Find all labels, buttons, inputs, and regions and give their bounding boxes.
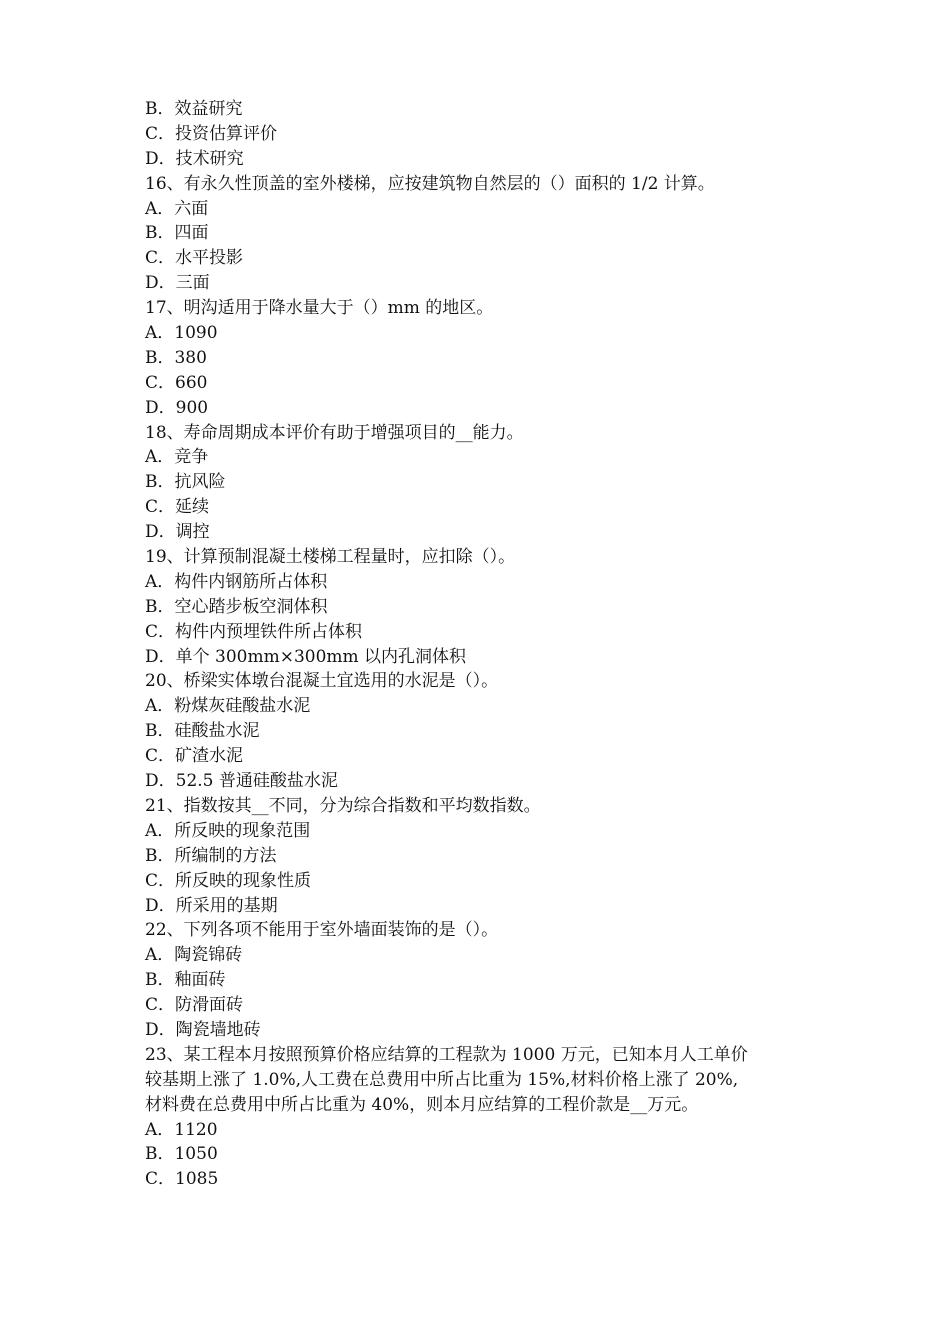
question-text: 22、下列各项不能用于室外墙面装饰的是（）。 — [145, 920, 499, 941]
option-text: D．所采用的基期 — [145, 895, 278, 916]
option-text: A．1090 — [145, 323, 218, 344]
option-text: A．六面 — [145, 198, 209, 219]
option-text: D．技术研究 — [145, 148, 244, 169]
question-text: 23、某工程本月按照预算价格应结算的工程款为 1000 万元，已知本月人工单价 — [145, 1044, 748, 1065]
option-text: A．陶瓷锦砖 — [145, 945, 243, 966]
question-text: 较基期上涨了 1.0%,人工费在总费用中所占比重为 15%,材料价格上涨了 20%, — [145, 1069, 739, 1090]
option-text: C．投资估算评价 — [145, 123, 278, 144]
question-text: 18、寿命周期成本评价有助于增强项目的__能力。 — [145, 422, 524, 443]
option-text: A．所反映的现象范围 — [145, 820, 311, 841]
option-text: D．52.5 普通硅酸盐水泥 — [145, 771, 338, 792]
question-text: 20、桥梁实体墩台混凝土宜选用的水泥是（）。 — [145, 671, 499, 692]
option-text: C．构件内预埋铁件所占体积 — [145, 621, 363, 642]
option-text: B．效益研究 — [145, 99, 243, 119]
question-20 — [145, 669, 825, 793]
question-17 — [145, 296, 825, 420]
question-16 — [145, 172, 825, 296]
option-text: D．三面 — [145, 273, 210, 294]
question-text: 16、有永久性顶盖的室外楼梯，应按建筑物自然层的（）面积的 1/2 计算。 — [145, 173, 715, 194]
option-text: A．1120 — [145, 1119, 218, 1140]
option-text: B．抗风险 — [145, 472, 226, 493]
option-text: D．900 — [145, 397, 209, 418]
leading-options — [145, 97, 825, 172]
question-text: 21、指数按其__不同，分为综合指数和平均数指数。 — [145, 795, 541, 816]
option-text: C．所反映的现象性质 — [145, 870, 312, 891]
question-text: 材料费在总费用中所占比重为 40%，则本月应结算的工程价款是__万元。 — [145, 1094, 699, 1115]
option-text: A．构件内钢筋所占体积 — [145, 571, 328, 592]
option-text: C．延续 — [145, 497, 210, 518]
question-22 — [145, 918, 825, 1042]
question-21 — [145, 794, 825, 918]
question-23 — [145, 1043, 825, 1192]
option-text: B．380 — [145, 347, 207, 368]
document-page — [145, 97, 825, 1192]
question-text: 17、明沟适用于降水量大于（）mm 的地区。 — [145, 298, 494, 319]
option-text: C．660 — [145, 372, 208, 393]
option-text: C．1085 — [145, 1169, 219, 1190]
option-text: C．水平投影 — [145, 248, 244, 269]
option-text: B．四面 — [145, 223, 209, 244]
question-text: 19、计算预制混凝土楼梯工程量时，应扣除（）。 — [145, 547, 516, 568]
question-19 — [145, 545, 825, 669]
option-text: D．单个 300mm×300mm 以内孔洞体积 — [145, 646, 467, 667]
question-18 — [145, 421, 825, 545]
option-text: B．釉面砖 — [145, 970, 226, 991]
option-text: B．所编制的方法 — [145, 845, 277, 866]
option-text: B．硅酸盐水泥 — [145, 721, 260, 742]
option-text: A．竞争 — [145, 447, 209, 468]
option-text: A．粉煤灰硅酸盐水泥 — [145, 696, 311, 717]
option-text: C．矿渣水泥 — [145, 746, 244, 767]
option-text: B．空心踏步板空洞体积 — [145, 596, 328, 617]
option-text: D．陶瓷墙地砖 — [145, 1019, 261, 1040]
option-text: D．调控 — [145, 522, 210, 543]
option-text: B．1050 — [145, 1144, 218, 1165]
option-text: C．防滑面砖 — [145, 995, 244, 1016]
